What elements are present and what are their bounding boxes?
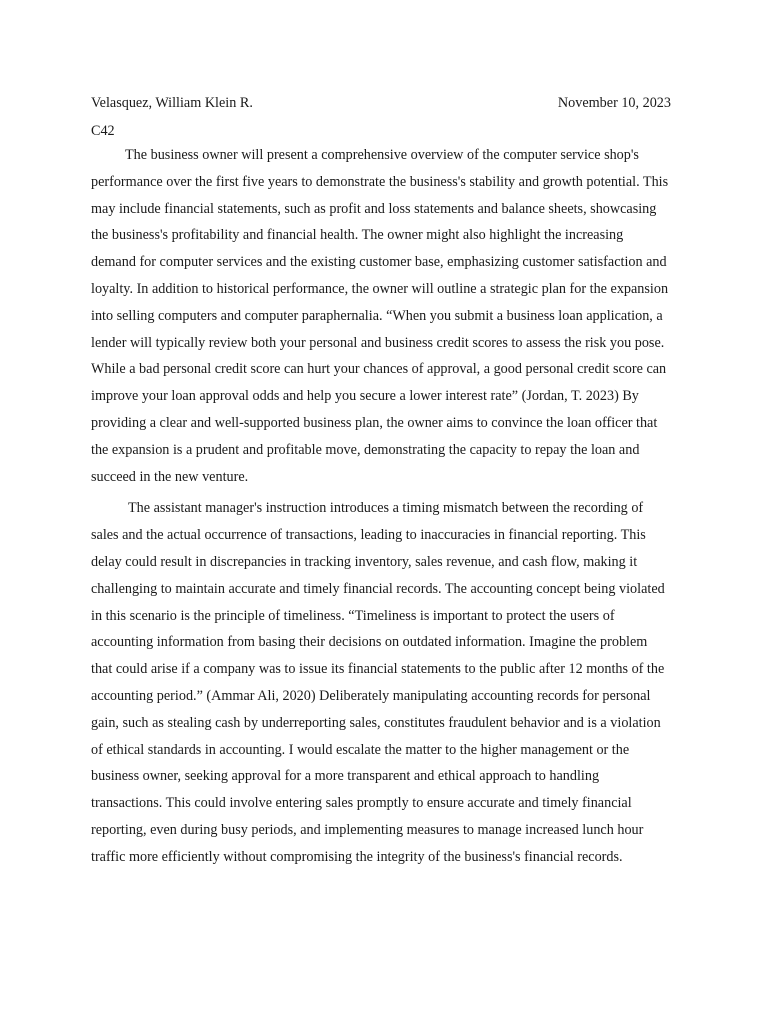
document-page <box>91 92 671 871</box>
author-name: Velasquez, William Klein R. <box>91 95 253 111</box>
document-header <box>91 92 671 114</box>
course-code: C42 <box>91 123 115 139</box>
body-paragraph-1: The business owner will present a comprehensive overview of the computer service shop's performance over the first five years to demonstrate the business's stability and growth potential. This may include financial statements, such as profit and loss statements and balance sheets, showcasing the business's profitability and financial health. The owner might also highlight the increasing demand for computer services and the existing customer base, emphasizing customer satisfaction and loyalty. In addition to historical performance, the owner will outline a strategic plan for the expansion into selling computers and computer paraphernalia. “When you submit a business loan application, a lender will typically review both your personal and business credit scores to assess the risk you pose. While a bad personal credit score can hurt your chances of approval, a good personal credit score can improve your loan approval odds and help you secure a lower interest rate” (Jordan, T. 2023) By providing a clear and well-supported business plan, the owner aims to convince the loan officer that the expansion is a prudent and profitable move, demonstrating the capacity to repay the loan and succeed in the new venture. <box>91 147 669 485</box>
document-date: November 10, 2023 <box>557 95 671 111</box>
body-paragraph-2: The assistant manager's instruction introduces a timing mismatch between the recording of sales and the actual occurrence of transactions, leading to inaccuracies in financial reporting. This delay could result in discrepancies in tracking inventory, sales revenue, and cash flow, making it challenging to maintain accurate and timely financial records. The accounting concept being violated in this scenario is the principle of timeliness. “Timeliness is important to protect the users of accounting information from basing their decisions on outdated information. Imagine the problem that could arise if a company was to issue its financial statements to the public after 12 months of the accounting period.” (Ammar Ali, 2020) Deliberately manipulating accounting records for personal gain, such as stealing cash by underreporting sales, constitutes fraudulent behavior and is a violation of ethical standards in accounting. I would escalate the matter to the higher management or the business owner, seeking approval for a more transparent and ethical approach to handling transactions. This could involve entering sales promptly to ensure accurate and timely financial reporting, even during busy periods, and implementing measures to manage increased lunch hour traffic more efficiently without compromising the integrity of the business's financial records. <box>91 500 665 865</box>
